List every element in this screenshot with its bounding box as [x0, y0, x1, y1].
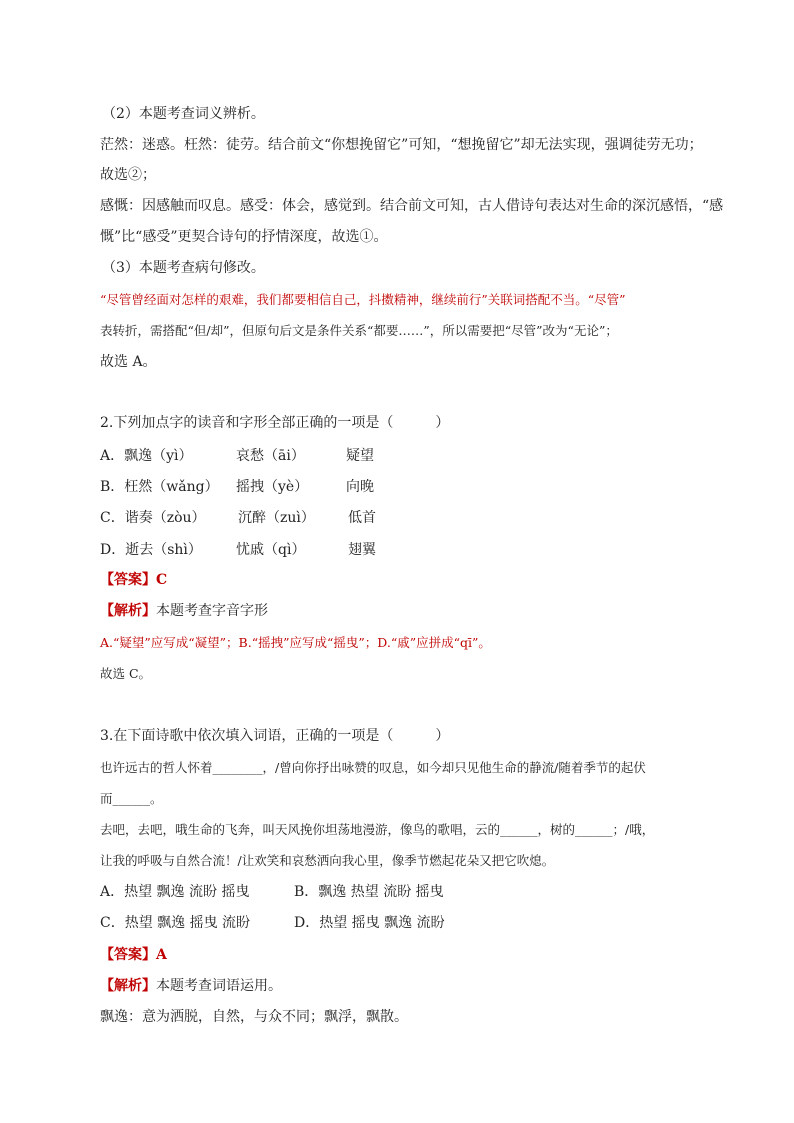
answer-value: C	[156, 572, 168, 588]
answer-tag: 【答案】	[100, 947, 156, 963]
q3-line: 故选 A。	[100, 354, 157, 370]
q2-title: （2）本题考查词义辨析。	[102, 106, 265, 122]
analysis-tag: 【解析】	[100, 978, 156, 994]
answer-line	[100, 570, 167, 590]
analysis-tag: 【解析】	[100, 603, 156, 619]
analysis-line	[100, 976, 282, 996]
option-c-end: 低首	[348, 510, 376, 526]
option-a-label: A．飘逸（yì）	[100, 448, 193, 464]
analysis-title: 本题考查字音字形	[156, 603, 268, 619]
q3-title: （3）本题考查病句修改。	[102, 260, 265, 276]
analysis-title: 本题考查词语运用。	[156, 978, 282, 994]
option-c-label: C．谐奏（zòu）	[100, 510, 206, 526]
q2-line: 感慨：因感触而叹息。感受：体会，感觉到。结合前文可知，古人借诗句表达对生命的深沉感悟，“感	[100, 198, 724, 214]
option-d-label: D．逝去（shì）	[100, 542, 202, 558]
option-b-label: B．枉然（wǎng）	[100, 479, 219, 495]
question-stem: 2.下列加点字的读音和字形全部正确的一项是（ ）	[100, 415, 450, 431]
option-b-mid: 摇拽（yè）	[236, 479, 309, 495]
q2-line: 茫然：迷惑。枉然：徒劳。结合前文“你想挽留它”可知，“想挽留它”却无法实现，强调徒劳无功；	[100, 137, 703, 153]
option-b-end: 向晚	[346, 479, 374, 495]
analysis-conclusion: 故选 C。	[100, 666, 152, 681]
option-c-mid: 沉醉（zuì）	[238, 510, 315, 526]
option-d: D．热望 摇曳 飘逸 流盼	[294, 915, 445, 931]
option-b: B．飘逸 热望 流盼 摇曳	[294, 884, 444, 900]
poem-line: 而______。	[100, 791, 163, 806]
answer-line	[100, 945, 167, 965]
option-c: C．热望 飘逸 摇曳 流盼	[100, 915, 251, 931]
analysis-line	[100, 601, 268, 621]
poem-line: 让我的呼吸与自然合流！/让欢笑和哀愁洒向我心里，像季节燃起花朵又把它吹熄。	[100, 853, 555, 868]
analysis-detail: 飘逸：意为洒脱，自然，与众不同；飘浮，飘散。	[100, 1009, 408, 1025]
answer-value: A	[156, 947, 167, 963]
option-a-end: 疑望	[346, 448, 374, 464]
option-d-mid: 忧戚（qì）	[236, 542, 306, 558]
question-stem: 3.在下面诗歌中依次填入词语，正确的一项是（ ）	[100, 728, 450, 744]
poem-line: 也许远古的哲人怀着________，/曾向你抒出咏赞的叹息，如今却只见他生命的静流/随着季节的起伏	[100, 760, 646, 775]
q2-line: 故选②；	[100, 167, 156, 183]
q2-line: 慨”比“感受”更契合诗句的抒情深度，故选①。	[100, 229, 388, 245]
option-a: A．热望 飘逸 流盼 摇曳	[100, 884, 250, 900]
answer-tag: 【答案】	[100, 572, 156, 588]
q3-line: 表转折，需搭配“但/却”，但原句后文是条件关系“都要……”，所以需要把“尽管”改为“无论”；	[100, 323, 618, 338]
analysis-detail: A.“疑望”应写成“凝望”；B.“摇拽”应写成“摇曳”；D.“戚”应拼成“qī”。	[100, 635, 491, 650]
option-d-end: 翅翼	[348, 542, 376, 558]
poem-line: 去吧，去吧，哦生命的飞奔，叫天风挽你坦荡地漫游，像鸟的歌唱，云的______，树的______；/哦，	[100, 822, 655, 837]
q3-line: “尽管曾经面对怎样的艰难，我们都要相信自己，抖擞精神，继续前行”关联词搭配不当。“尽管”	[100, 292, 626, 307]
option-a-mid: 哀愁（āi）	[236, 448, 305, 464]
